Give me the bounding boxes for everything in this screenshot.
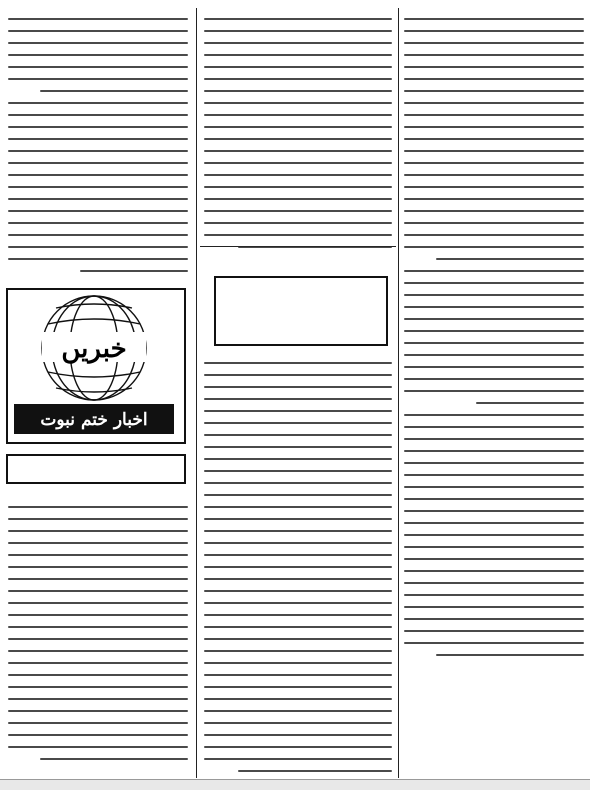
headline-box-middle [214,276,388,346]
page-footer-bar [0,779,590,790]
article-column-left-bottom [8,496,188,772]
akhbar-khatm-e-nubuwwat-logo [6,288,186,444]
article-column-middle-bottom [204,352,392,772]
headline-text [8,456,184,460]
column-divider [398,8,399,778]
article-column-middle-top [204,8,392,242]
article-column-right [404,8,584,778]
svg-text:خبریں: خبریں [61,334,127,364]
column-divider [196,8,197,778]
globe-icon [8,290,180,438]
svg-text:اخبار ختم نبوت: اخبار ختم نبوت [40,410,148,430]
article-column-left-top [8,8,188,276]
headline-box-left [6,454,186,484]
